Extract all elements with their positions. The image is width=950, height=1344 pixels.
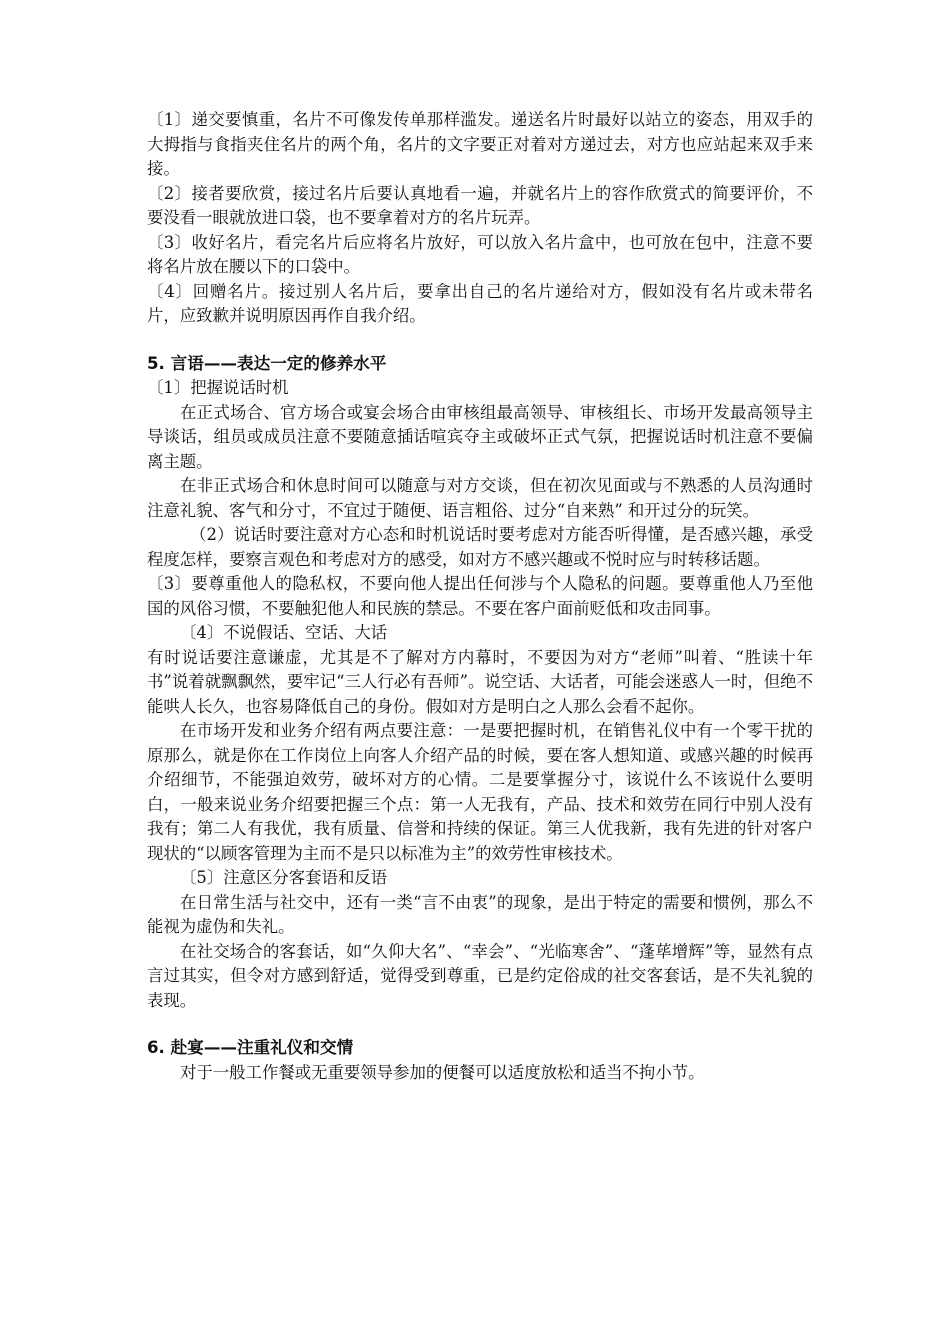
section-5-paragraph: （2）说话时要注意对方心态和时机说话时要考虑对方能否听得懂，是否感兴趣，承受程度怎样，要察言观色和考虑对方的感受，如对方不感兴趣或不悦时应与时转移话题。 xyxy=(147,525,813,569)
business-card-item-2: 〔2〕接者要欣赏，接过名片后要认真地看一遍，并就名片上的容作欣赏式的简要评价，不要没看一眼就放进口袋，也不要拿着对方的名片玩弄。 xyxy=(147,183,813,227)
section-5-paragraph: 在市场开发和业务介绍有两点要注意：一是要把握时机，在销售礼仪中有一个零干扰的原那么，就是你在工作岗位上向客人介绍产品的时候，要在客人想知道、或感兴趣的时候再介绍细节，不能强迫效劳，破坏对方的心情。二是要掌握分寸，该说什么不该说什么要明白，一般来说业务介绍要把握三个点：第一人无我有，产品、技术和效劳在同行中别人没有我有；第二人有我优，我有质量、信誉和持续的保证。第三人优我新，我有先进的针对客户现状的“以顾客管理为主而不是只以标准为主”的效劳性审核技术。 xyxy=(147,721,813,863)
business-card-item-1: 〔1〕递交要慎重，名片不可像发传单那样滥发。递送名片时最好以站立的姿态，用双手的大拇指与食指夹住名片的两个角，名片的文字要正对着对方递过去，对方也应站起来双手来接。 xyxy=(147,110,813,178)
business-card-item-4: 〔4〕回赠名片。接过别人名片后，要拿出自己的名片递给对方，假如没有名片或未带名片，应致歉并说明原因再作自我介绍。 xyxy=(147,281,813,325)
section-5-paragraph: 在正式场合、官方场合或宴会场合由审核组最高领导、审核组长、市场开发最高领导主导谈话，组员或成员注意不要随意插话喧宾夺主或破坏正式气氛，把握说话时机注意不要偏离主题。 xyxy=(147,402,813,471)
section-5-subheading-4: 〔4〕不说假话、空话、大话 xyxy=(180,623,388,642)
section-5-paragraph: 在日常生活与社交中，还有一类“言不由衷”的现象，是出于特定的需要和惯例，那么不能视为虚伪和失礼。 xyxy=(147,892,813,936)
section-6-paragraph: 对于一般工作餐或无重要领导参加的便餐可以适度放松和适当不拘小节。 xyxy=(180,1062,705,1082)
section-5-paragraph: 有时说话要注意谦虚，尤其是不了解对方内幕时，不要因为对方“老师”叫着、“胜读十年书”说着就飘飘然，要牢记“三人行必有吾师”。说空话、大话者，可能会迷惑人一时，但绝不能哄人长久，也容易降低自己的身份。假如对方是明白之人那么会看不起你。 xyxy=(147,647,813,716)
section-5-subheading-5: 〔5〕注意区分客套语和反语 xyxy=(180,868,388,887)
section-5-heading: 5. 言语——表达一定的修养水平 xyxy=(147,353,387,373)
section-6-heading: 6. 赴宴——注重礼仪和交情 xyxy=(147,1038,354,1057)
section-5-paragraph: 在社交场合的客套话，如“久仰大名”、“幸会”、“光临寒舍”、“蓬荜增辉”等，显然有点言过其实，但令对方感到舒适，觉得受到尊重，已是约定俗成的社交客套话，是不失礼貌的表现。 xyxy=(147,941,813,1010)
section-gap xyxy=(147,1013,813,1036)
section-5-paragraph: 〔3〕要尊重他人的隐私权，不要向他人提出任何涉与个人隐私的问题。要尊重他人乃至他国的风俗习惯，不要触犯他人和民族的禁忌。不要在客户面前贬低和攻击同事。 xyxy=(147,574,813,618)
section-5-subheading-1: 〔1〕把握说话时机 xyxy=(147,378,289,397)
business-card-item-3: 〔3〕收好名片，看完名片后应将名片放好，可以放入名片盒中，也可放在包中，注意不要将名片放在腰以下的口袋中。 xyxy=(147,232,813,276)
document-page xyxy=(147,108,813,1085)
section-gap xyxy=(147,329,813,352)
section-5-paragraph: 在非正式场合和休息时间可以随意与对方交谈，但在初次见面或与不熟悉的人员沟通时注意礼貌、客气和分寸，不宜过于随便、语言粗俗、过分“自来熟” 和开过分的玩笑。 xyxy=(147,476,813,520)
